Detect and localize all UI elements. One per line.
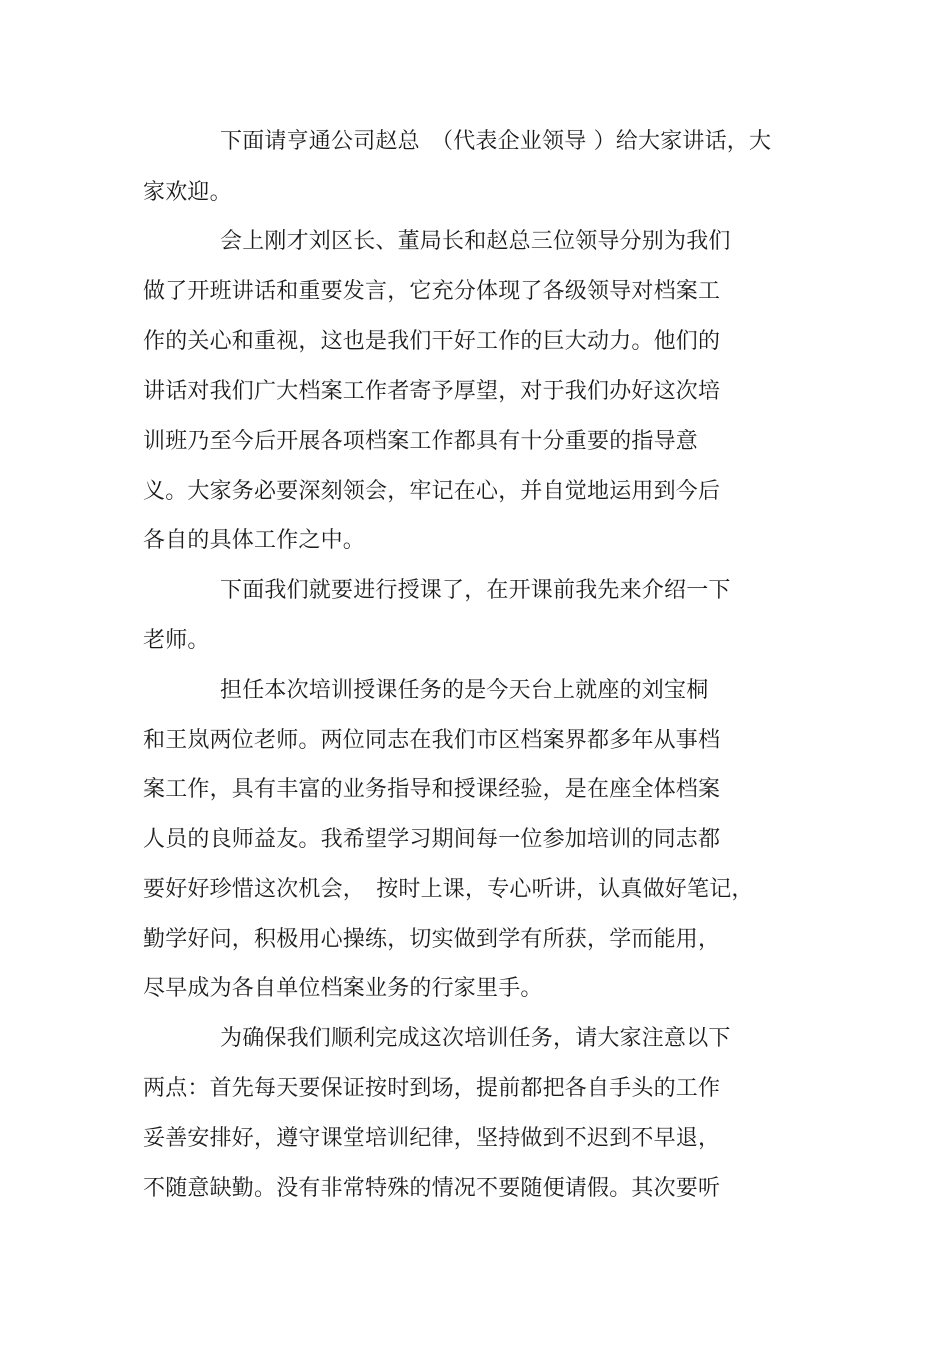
paragraph-5-line-4: 不随意缺勤。没有非常特殊的情况不要随便请假。其次要听 xyxy=(143,1176,721,1201)
paragraph-2-line-6: 义。大家务必要深刻领会，牢记在心，并自觉地运用到今后 xyxy=(143,479,721,504)
paragraph-1-line-1: 下面请亨通公司赵总 （代表企业领导 ）给大家讲话，大 xyxy=(220,129,772,154)
paragraph-5-line-2: 两点：首先每天要保证按时到场，提前都把各自手头的工作 xyxy=(143,1076,721,1101)
paragraph-2-line-7: 各自的具体工作之中。 xyxy=(143,528,366,553)
paragraph-1-line-2: 家欢迎。 xyxy=(143,180,232,205)
paragraph-2-line-1: 会上刚才刘区长、董局长和赵总三位领导分别为我们 xyxy=(220,229,731,254)
paragraph-4-line-1: 担任本次培训授课任务的是今天台上就座的刘宝桐 xyxy=(220,678,709,703)
paragraph-2-line-2: 做了开班讲话和重要发言，它充分体现了各级领导对档案工 xyxy=(143,279,721,304)
paragraph-4-line-7: 尽早成为各自单位档案业务的行家里手。 xyxy=(143,976,543,1001)
paragraph-2-line-4: 讲话对我们广大档案工作者寄予厚望，对于我们办好这次培 xyxy=(143,379,721,404)
paragraph-3-line-2: 老师。 xyxy=(143,628,210,653)
paragraph-5-line-3: 妥善安排好，遵守课堂培训纪律，坚持做到不迟到不早退， xyxy=(143,1126,721,1151)
paragraph-4-line-5: 要好好珍惜这次机会， 按时上课，专心听讲，认真做好笔记， xyxy=(143,877,754,902)
paragraph-4-line-3: 案工作，具有丰富的业务指导和授课经验，是在座全体档案 xyxy=(143,777,721,802)
paragraph-2-line-3: 作的关心和重视，这也是我们干好工作的巨大动力。他们的 xyxy=(143,329,721,354)
paragraph-4-line-2: 和王岚两位老师。两位同志在我们市区档案界都多年从事档 xyxy=(143,728,721,753)
paragraph-4-line-4: 人员的良师益友。我希望学习期间每一位参加培训的同志都 xyxy=(143,827,721,852)
paragraph-4-line-6: 勤学好问，积极用心操练，切实做到学有所获，学而能用， xyxy=(143,927,721,952)
paragraph-2-line-5: 训班乃至今后开展各项档案工作都具有十分重要的指导意 xyxy=(143,429,699,454)
paragraph-3-line-1: 下面我们就要进行授课了，在开课前我先来介绍一下 xyxy=(220,578,731,603)
paragraph-5-line-1: 为确保我们顺利完成这次培训任务，请大家注意以下 xyxy=(220,1026,731,1051)
